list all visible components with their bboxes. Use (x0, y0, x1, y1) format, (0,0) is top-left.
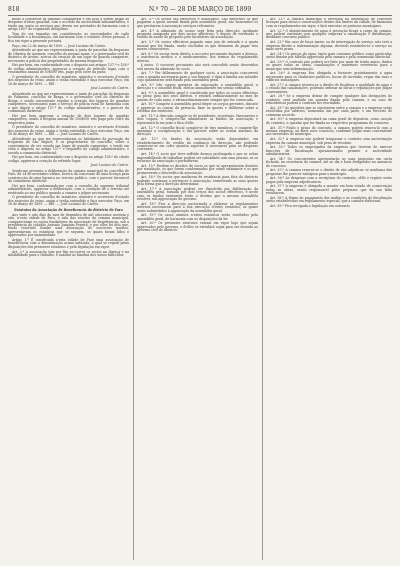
paragraph: § unico. O soccorro pecuniario não será concedido senão decorridos seis mezes da admissão do socio. (137, 63, 258, 71)
paragraph: Art. 23.º Em caso de força maior, ou de interrupção do serviço, não terá a empreza direito a indemnisação alguma, devendo restabelecer o serviço no mais curto praso. (266, 40, 392, 51)
paragraph: Attendendo ao que me representaram os habitantes da povoação da freguezia de São Miguel, e os proprietarios do concelho, sobre a conveniencia de ser creado um logar de guarda campestre, e tendo em vista o disposto no artigo 157.º e seguintes do codigo administrativo, e ouvida a commissão districtal: (8, 136, 129, 155)
paragraph: Art. 25.º O contrato não poderá ser feito por mais de trinta annos, findos os quaes todas as obras, canalisações e materiaes reverterão para o municipio sem indemnisação. (266, 59, 392, 71)
paragraph: Paço, em 22 de março de 1899. — José Luciano de Castro. (12, 43, 107, 48)
paragraph: Hei por bem, conformando-me com a consulta do supremo tribunal administrativo, approvar a deliberação, com a condição de o terreno ser restituido ao uso publico quando a camara o julgue necessario. (8, 183, 129, 195)
paragraph: Hei por bem, em conformidade com o disposto nos artigos 157.º e 158.º do codigo administrativo, approvar a creação do referido logar, com o vencimento annual de 50$000 réis, pago pelo cofre da junta. (8, 63, 129, 75)
paragraph: Art. 11.º A direcção compõe-se de presidente, secretario, thesoureiro e dois vogaes, e compete-lhe administrar os fundos da associação e representá-la em juizo e fóra d'elle. (137, 114, 258, 125)
paragraph: Art. 27.º A camara reserva-se o direito de fiscalisar a qualidade da agua e o estado das canalisações, podendo ordenar as obras e reparações que julgar convenientes. (266, 82, 392, 94)
page-number: 818 (8, 6, 20, 13)
paragraph: Art. 29.º As questões que se suscitarem entre a camara e a empreza serão resolvidas por arbitros, nomeados um por cada parte, e um terceiro de commum accordo. (266, 105, 392, 117)
paragraph: Artigo 1.º É constituida n'esta cidade de Faro uma associação de beneficencia com a denominação acima indicada, a qual se regerá pelas disposições dos presentes estatutos e pela legislação em vigor. (8, 237, 129, 249)
paragraph: Art. 34.º Os concorrentes apresentarão as suas propostas em carta fechada, na secretaria da camara, até ao dia e hora designados no annuncio do concurso. (266, 156, 392, 168)
paragraph: Art. 37.º A empreza é obrigada a manter em bom estado de conservação todas as obras, sendo responsavel pelos prejuizos que da sua falta resultarem. (266, 184, 392, 196)
text-column-middle (137, 18, 258, 560)
paragraph: Art. 32.º A empreza não poderá traspassar o contrato sem auctorisação expressa da camara municipal, sob pena de rescisão. (266, 137, 392, 145)
paragraph: Art. 10.º Compete á assembléa geral eleger os corpos gerentes, discutir e approvar as contas da gerencia, fixar as quotas e deliberar sobre a reforma dos estatutos. (137, 102, 258, 114)
column-divider (133, 18, 134, 560)
paragraph: Art. 17.º A associação poderá ser dissolvida por deliberação da assembléa geral, tomada por dois terços dos socios effectivos, e neste caso os fundos existentes terão o destino que a mesma assembléa resolver, sob approvação do governo. (137, 186, 258, 202)
text-column-right (266, 18, 392, 560)
paragraph: Art. 12.º O conselho fiscal compõe-se de tres membros, e compete-lhe examinar a escripturação e dar parecer sobre as contas annuaes da direcção. (137, 125, 258, 137)
paragraph: Hei por bem approvar a creação de dois logares de guardas campestres, sendo a despeza annual de 100$000 réis paga pelo cofre da respectiva junta. (8, 113, 129, 125)
paragraph: Art. 2.º A associação tem por fim soccorrer os socios na doença e na inhabilidade para o trabalho, e auxiliar as familias dos socios fallecidos. (8, 249, 129, 257)
paragraph: Art. 6.º Os socios teem direito a soccorro pecuniario durante a doença, a assistencia medica e a medicamentos, nos termos do regulamento interno. (137, 51, 258, 63)
paragraph: Tem de ser tomadas em consideração as necessidades de cada localidade e a fiscalização, em harmonia com o estatuto d'esse pessoal, e fica em vigor a presente portaria. (8, 32, 129, 43)
paragraph: Hei por bem, em conformidade com o disposto no artigo 158.º do citado codigo, approvar a creação do referido logar. (8, 155, 129, 163)
paragraph: Art. 35.º A camara reserva-se o direito de não adjudicar, se nenhuma das propostas lhe parecer vantajosa para o municipio. (266, 168, 392, 176)
paragraph: Art. 7.º Por fallecimento de qualquer socio, a associação concorrerá com a quantia necessaria para o seu funeral, e dará á familia um subsidio cujo quantitativo será fixado pela assembléa geral. (137, 71, 258, 83)
paragraph: Art. 8.º São corpos gerentes da associação a assembléa geral, a direcção e o conselho fiscal, eleitos annualmente em sessão ordinaria. (137, 82, 258, 91)
paragraph: Art. 14.º O socio que tiver soffrido doença prolongada e que se achar impossibilitado de trabalhar poderá ser subsidiado com uma pensão, se os recursos da associação o permittirem. (137, 152, 258, 164)
paragraph: Art. 24.º Os preços da agua, tanto para consumo publico como particular, serão fixados por tabella approvada pela camara e pela commissão districtal. (266, 51, 392, 60)
paragraph: Art. 9.º A assembléa geral é constituida por todos os socios effectivos no pleno gozo dos seus direitos, e reunirá ordinariamente no mez de janeiro de cada anno, e extraordinariamente sempre que for convocada. (137, 90, 258, 102)
paragraph: Art. 5.º Os socios effectivos pagarão uma joia de entrada e a quota mensal que for fixada, sendo excluidos os que deixarem de pagar tres mezes consecutivos. (137, 40, 258, 51)
paragraph: Art. 30.º A empreza depositará na caixa geral de depositos, como caução do contrato, a quantia que for fixada no respectivo programma de concurso. (266, 117, 392, 125)
paragraph: Art. 22.º O abastecimento de agua á povoação ficará a cargo da camara, que poderá contratar com qualquer empreza a canalisação e distribuição, mediante concurso publico. (266, 28, 392, 40)
paragraph: Art. 28.º Se a empreza deixar de cumprir qualquer das obrigações do contrato, será multada em quantia fixada pela camara, e no caso de reincidencia poderá o contrato ser rescindido. (266, 94, 392, 106)
paragraph: O presidente do conselho de ministros, ministro e secretario d'estado dos negocios do reino, assim o tenha entendido e faça executar. Paço, em 16 de março de 1899. — REI. — José Luciano de Castro. (8, 195, 129, 207)
paragraph: Art. 4.º A admissão de socios será feita pela direcção, mediante proposta assignada por dois socios effectivos, e depois de verificado o estado de saude do proposto pelo facultativo da associação. (137, 28, 258, 40)
issue-title: N.º 70 — 28 DE MARÇO DE 1899 (148, 6, 252, 13)
paragraph: Art. 31.º Findo o praso do contrato, a camara poderá renova-lo com a mesma empreza, ou abrir novo concurso, conforme julgar mais conveniente aos interesses do municipio. (266, 125, 392, 137)
section-heading: Estatutos da Associação de Beneficencia do districto de Faro (14, 207, 123, 212)
page-header (8, 5, 392, 14)
paragraph: Art. 26.º A empreza fica obrigada a fornecer gratuitamente a agua necessaria para os chafarizes publicos, bocas de incendio, regas das ruas e edificios municipaes. (266, 71, 392, 83)
paragraph: Art. 21.º A camara municipal é investida na attribuição de conceder licenças para obras e construcções dentro dos limites da cidade, de harmonia com os regulamentos em vigor, e fará executar as posturas municipaes. (266, 18, 392, 28)
paragraph: O presidente do conselho de ministros, ministro e secretario d'estado dos negocios do reino, assim o tenha entendido e faça executar. Paço, em 16 de março de 1899. — REI. (8, 74, 129, 86)
paragraph: O presidente do conselho de ministros, ministro e secretario d'estado dos negocios do reino, assim o tenha entendido e faça executar. Paço, em 16 de março de 1899. — REI. — José Luciano de Castro. (8, 125, 129, 137)
paragraph: Art. 20.º Os presentes estatutos entram em vigor logo que sejam approvados pelo governo, e d'elles se extrahirá copia para ser enviada ao governo civil do districto. (137, 221, 258, 233)
signature: José Luciano de Castro. (90, 163, 129, 168)
column-divider (262, 18, 263, 560)
paragraph: Art. 16.º Os socios que mudarem de residencia para fóra do districto poderão continuar a pertencer á associação, remettendo as suas quotas pela fórma que a direcção determinar. (137, 175, 258, 187)
text-column-left (8, 18, 129, 560)
paragraph: Sendo-me presente a deliberação da camara municipal do concelho de Faro, de 24 de novembro ultimo, ácerca da concessão de uma licença para construcção de uma barraca no terreno publico, com o parecer favoravel da commissão districtal: (8, 168, 129, 184)
header-rule (8, 15, 392, 16)
paragraph: Art. 13.º Os fundos da associação serão depositados em estabelecimento de credito da confiança da direcção, não podendo conservar-se em cofre quantia superior á necessaria para as despezas correntes. (137, 137, 258, 152)
paragraph: Attendendo ao que me representaram a junta de parochia da freguezia de Palmeira, concelho de Braga, e o governador civil do districto de Braga, e sendo conveniente regular a creação dos logares de guardas campestres, necessarios para o serviço de policia rural de harmonia com o que dispõe o artigo 157.º do codigo administrativo, e o parecer da commissão districtal: (8, 91, 129, 113)
paragraph: Art. 38.º A fórma do pagamento das multas e as condições de fiscalisação serão estabelecidas em regulamento especial, que a camara elaborará. (266, 196, 392, 204)
paragraph: Art. 39.º Fica revogada a legislação em contrario. (270, 204, 351, 209)
paragraph: Art. 36.º As despezas com a escriptura do contrato, sêllo e registo serão pagas pela empreza adjudicataria. (266, 176, 392, 184)
paragraph: modo a conservar as guardas compatíveis e em acto a serem pagas as despezas d'estas guardas, com o accordo da auctoridade administrativa, e tendo em conta os serviços que devem ser prestados de harmonia com o artigo 140.º do regimento disciplinar. (8, 18, 129, 32)
paragraph: Art. 15.º Perdem os direitos de socio os que se apresentarem doentes por simulação, os que forem condemnados por crime infamante e os que promoverem o descredito da associação. (137, 163, 258, 175)
signature: José Luciano de Castro. (90, 86, 129, 91)
paragraph: Art. 3.º Os socios são effectivos e honorarios. São effectivos os que pagarem a quota mensal fixada pela assembléa geral; são honorarios os que prestarem á associação serviços relevantes. (137, 18, 258, 28)
paragraph: Art. 18.º Fica a direcção auctorisada a elaborar os regulamentos internos necessarios para a boa execução d'estes estatutos, os quaes serão submettidos á approvação da assembléa geral. (137, 201, 258, 213)
paragraph: Art. 33.º Todos os empregados da empreza que tiverem de exercer funcções de fiscalisação ajuramentados perante a auctoridade administrativa. (266, 145, 392, 157)
paragraph: Art. 19.º Os casos omissos n'estes estatutos serão resolvidos pela assembléa geral, de harmonia com as disposições da lei. (137, 213, 258, 221)
paragraph: Aos vinte e oito dias do mez de dezembro de mil oitocentos noventa e oito, n'esta cidade de Faro, e sala das sessões da camara municipal, compareceram os socios fundadores da associação de beneficencia, sob a presidencia do cidadão Antonio Joaquim Pereira, e por elles foi dito que, tendo resolvido fundar uma associação de soccorros mutuos, apresentavam os estatutos que se seguem, os quaes foram lidos e approvados por unanimidade. (8, 212, 129, 238)
paragraph: Attendendo ao que me representaram a junta de parochia da freguezia de Oliveira de Azemeis, concelho do mesmo nome, e o governador civil do districto de Aveiro, acerca da creação de um logar de guarda campestre, necessario á policia das propriedades da mesma freguezia: (8, 48, 129, 63)
